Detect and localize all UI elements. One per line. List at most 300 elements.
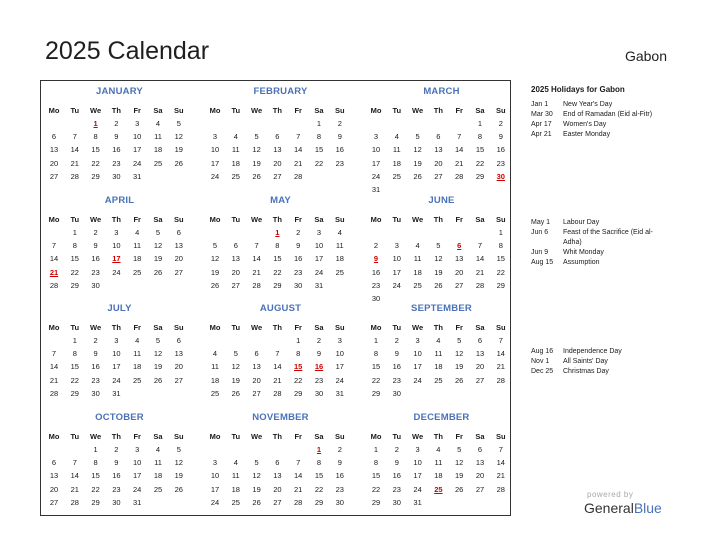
calendar-day: 2 xyxy=(337,119,342,128)
calendar-day: 28 xyxy=(70,497,79,507)
calendar-day: 23 xyxy=(112,158,121,168)
weekday-label: Th xyxy=(433,432,443,441)
calendar-day: 1 xyxy=(72,228,77,237)
calendar-day: 5 xyxy=(155,336,161,345)
calendar-day: 20 xyxy=(273,158,282,168)
calendar-day: 8 xyxy=(72,241,77,251)
holiday-row xyxy=(531,120,671,130)
holiday-name: All Saints' Day xyxy=(563,358,608,365)
calendar-day: 10 xyxy=(112,349,121,359)
calendar-day: 29 xyxy=(91,171,100,181)
weekday-label: Tu xyxy=(231,106,241,115)
month-name: SEPTEMBER xyxy=(411,303,472,314)
weekday-label: Mo xyxy=(209,215,221,224)
calendar-day: 9 xyxy=(93,349,98,359)
calendar-day: 27 xyxy=(231,280,240,290)
calendar-day: 3 xyxy=(114,228,119,237)
weekday-label: Fr xyxy=(133,432,141,441)
month-name: NOVEMBER xyxy=(252,412,309,423)
calendar-day: 23 xyxy=(91,375,100,385)
weekday-label: Fr xyxy=(294,106,302,115)
holiday-name: Christmas Day xyxy=(563,368,609,375)
holiday-date: Jun 9 xyxy=(531,249,549,256)
calendar-day: 26 xyxy=(413,171,422,181)
calendar-day: 21 xyxy=(294,484,303,494)
holiday-day: 6 xyxy=(457,241,462,251)
calendar-day: 29 xyxy=(475,171,485,181)
calendar-day: 23 xyxy=(335,484,344,494)
calendar-day: 17 xyxy=(210,158,220,168)
weekday-label: Tu xyxy=(231,432,241,441)
calendar-day: 8 xyxy=(373,349,379,359)
calendar-day: 4 xyxy=(135,228,140,237)
calendar-day: 20 xyxy=(475,362,485,372)
weekday-label: Sa xyxy=(475,215,485,224)
calendar-day: 16 xyxy=(392,362,401,372)
calendar-day: 3 xyxy=(394,241,399,251)
calendar-day: 14 xyxy=(49,362,59,372)
weekday-label: Mo xyxy=(48,323,60,332)
calendar-day: 9 xyxy=(114,458,119,468)
calendar-day: 31 xyxy=(335,388,344,398)
calendar-day: 2 xyxy=(93,228,98,237)
holiday-row xyxy=(531,228,671,248)
calendar-day: 14 xyxy=(455,145,464,155)
calendar-day: 26 xyxy=(455,375,464,385)
calendar-day: 30 xyxy=(314,388,324,398)
holiday-date: Apr 21 xyxy=(531,131,552,138)
calendar-day: 11 xyxy=(211,362,219,372)
calendar-day: 11 xyxy=(231,471,240,481)
calendar-day: 6 xyxy=(275,458,280,468)
powered-by-text: powered by xyxy=(587,490,634,499)
calendar-day: 4 xyxy=(233,458,238,468)
weekday-label: We xyxy=(251,323,263,332)
calendar-day: 15 xyxy=(273,254,282,264)
page-title: 2025 Calendar xyxy=(45,37,210,65)
calendar-day: 27 xyxy=(174,375,183,385)
calendar-day: 25 xyxy=(133,267,142,277)
weekday-label: We xyxy=(251,215,263,224)
calendar-day: 17 xyxy=(133,471,142,481)
month-name: JANUARY xyxy=(96,86,143,97)
calendar-day: 4 xyxy=(212,349,218,359)
calendar-day: 25 xyxy=(210,388,220,398)
calendar-day: 4 xyxy=(233,132,238,142)
calendar-day: 7 xyxy=(51,349,57,359)
calendar-day: 29 xyxy=(294,388,303,398)
calendar-day: 5 xyxy=(176,119,181,128)
weekday-label: Fr xyxy=(455,215,463,224)
calendar-day: 1 xyxy=(93,445,98,454)
calendar-day: 25 xyxy=(413,280,422,290)
calendar-day: 25 xyxy=(434,375,443,385)
calendar-day: 23 xyxy=(392,484,401,494)
weekday-label: We xyxy=(412,323,424,332)
calendar-day: 18 xyxy=(153,471,163,481)
calendar-day: 13 xyxy=(174,241,183,251)
calendar-day: 10 xyxy=(112,241,121,251)
weekday-label: Mo xyxy=(48,215,60,224)
calendar-day: 19 xyxy=(210,267,220,277)
calendar-day: 12 xyxy=(174,132,183,142)
calendar-day: 1 xyxy=(316,119,322,128)
calendar-day: 21 xyxy=(294,158,303,168)
calendar-day: 17 xyxy=(133,145,142,155)
calendar-day: 30 xyxy=(91,388,100,398)
calendar-day: 28 xyxy=(496,484,505,494)
weekday-label: We xyxy=(412,215,424,224)
weekday-label: Sa xyxy=(314,432,324,441)
calendar-day: 8 xyxy=(373,458,379,468)
weekday-label: Sa xyxy=(475,323,485,332)
calendar-day: 6 xyxy=(477,336,483,345)
weekday-label: Th xyxy=(272,323,282,332)
calendar-day: 30 xyxy=(392,497,401,507)
month-name: AUGUST xyxy=(259,303,302,314)
calendar-day: 10 xyxy=(314,241,324,251)
calendar-day: 23 xyxy=(335,158,344,168)
calendar-day: 10 xyxy=(133,458,142,468)
calendar-day: 8 xyxy=(477,132,483,142)
weekday-label: Th xyxy=(272,106,282,115)
calendar-day: 24 xyxy=(210,497,220,507)
calendar-day: 28 xyxy=(475,280,485,290)
calendar-day: 26 xyxy=(252,497,261,507)
holiday-row xyxy=(531,357,671,367)
calendar-day: 7 xyxy=(254,241,259,251)
holiday-name: Independence Day xyxy=(563,348,622,355)
calendar-day: 16 xyxy=(335,145,344,155)
calendar-day: 24 xyxy=(133,158,142,168)
holiday-date: May 1 xyxy=(531,219,551,226)
calendar-day: 26 xyxy=(231,388,240,398)
calendar-day: 21 xyxy=(273,375,282,385)
weekday-label: Fr xyxy=(294,323,302,332)
calendar-day: 7 xyxy=(72,132,77,142)
holiday-day: 21 xyxy=(49,267,59,277)
calendar-day: 20 xyxy=(475,471,485,481)
calendar-day: 16 xyxy=(91,362,100,372)
calendar-day: 31 xyxy=(371,185,381,194)
calendar-day: 11 xyxy=(133,241,142,251)
calendar-day: 7 xyxy=(498,445,503,454)
weekday-label: Fr xyxy=(294,215,302,224)
calendar-day: 16 xyxy=(496,145,505,155)
holiday-name: Whit Monday xyxy=(563,249,604,256)
calendar-day: 12 xyxy=(210,254,220,264)
weekday-label: We xyxy=(251,432,263,441)
calendar-day: 14 xyxy=(496,458,505,468)
calendar-frame xyxy=(40,80,511,516)
calendar-day: 7 xyxy=(457,132,462,142)
calendar-day: 26 xyxy=(174,158,183,168)
calendar-day: 3 xyxy=(212,458,218,468)
calendar-day: 10 xyxy=(335,349,344,359)
calendar-day: 1 xyxy=(373,336,379,345)
calendar-day: 30 xyxy=(112,171,121,181)
calendar-day: 3 xyxy=(415,336,420,345)
calendar-day: 13 xyxy=(455,254,464,264)
calendar-day: 2 xyxy=(93,336,98,345)
calendar-day: 22 xyxy=(475,158,485,168)
calendar-day: 20 xyxy=(252,375,261,385)
holiday-date: Nov 1 xyxy=(531,358,550,365)
calendar-day: 2 xyxy=(316,336,322,345)
calendar-day: 6 xyxy=(176,336,181,345)
holiday-row xyxy=(531,248,671,258)
calendar-day: 8 xyxy=(93,132,98,142)
weekday-label: Sa xyxy=(314,323,324,332)
calendar-day: 10 xyxy=(210,471,220,481)
calendar-day: 22 xyxy=(91,158,100,168)
calendar-day: 15 xyxy=(314,145,324,155)
calendar-day: 18 xyxy=(413,267,422,277)
calendar-day: 17 xyxy=(392,267,401,277)
calendar-day: 27 xyxy=(174,267,183,277)
calendar-day: 3 xyxy=(212,132,218,142)
calendar-day: 25 xyxy=(231,497,240,507)
weekday-label: Th xyxy=(111,323,121,332)
holiday-day: 25 xyxy=(434,484,443,494)
calendar-day: 31 xyxy=(133,171,142,181)
calendar-day: 4 xyxy=(135,336,140,345)
calendar-day: 25 xyxy=(153,484,163,494)
weekday-label: Mo xyxy=(48,432,60,441)
holiday-day: 1 xyxy=(316,445,322,454)
calendar-day: 17 xyxy=(335,362,344,372)
weekday-label: Sa xyxy=(314,215,324,224)
calendar-day: 4 xyxy=(394,132,399,142)
weekday-label: Fr xyxy=(133,106,141,115)
holiday-day: 15 xyxy=(294,362,303,372)
calendar-day: 24 xyxy=(112,267,121,277)
holiday-day: 17 xyxy=(112,254,121,264)
weekday-label: Tu xyxy=(70,215,80,224)
calendar-day: 11 xyxy=(154,458,162,468)
weekday-label: We xyxy=(90,432,102,441)
calendar-day: 12 xyxy=(434,254,443,264)
weekday-label: Su xyxy=(174,106,184,115)
calendar-day: 22 xyxy=(314,484,324,494)
weekday-label: Th xyxy=(433,106,443,115)
calendar-day: 13 xyxy=(273,145,282,155)
calendar-day: 26 xyxy=(210,280,220,290)
calendar-day: 11 xyxy=(154,132,162,142)
calendar-day: 24 xyxy=(210,171,220,181)
calendar-day: 13 xyxy=(231,254,240,264)
weekday-label: We xyxy=(90,106,102,115)
calendar-day: 10 xyxy=(413,349,422,359)
calendar-day: 11 xyxy=(231,145,240,155)
calendar-day: 27 xyxy=(273,497,282,507)
calendar-day: 21 xyxy=(455,158,464,168)
calendar-day: 18 xyxy=(210,375,220,385)
calendar-day: 26 xyxy=(455,484,464,494)
calendar-day: 12 xyxy=(413,145,422,155)
calendar-day: 27 xyxy=(49,497,59,507)
calendar-day: 7 xyxy=(275,349,280,359)
holiday-row xyxy=(531,100,671,110)
calendar-day: 9 xyxy=(337,458,342,468)
calendar-day: 26 xyxy=(174,484,183,494)
calendar-day: 16 xyxy=(392,471,401,481)
calendar-day: 18 xyxy=(153,145,163,155)
holiday-name: New Year's Day xyxy=(563,101,613,108)
calendar-day: 18 xyxy=(133,254,142,264)
weekday-label: Su xyxy=(496,323,506,332)
holiday-date: Dec 25 xyxy=(531,368,554,375)
weekday-label: Fr xyxy=(294,432,302,441)
weekday-label: Su xyxy=(335,323,345,332)
calendar-day: 28 xyxy=(70,171,79,181)
calendar-day: 16 xyxy=(112,471,121,481)
month-name: OCTOBER xyxy=(95,412,144,423)
calendar-day: 28 xyxy=(496,375,505,385)
calendar-day: 3 xyxy=(316,228,322,237)
calendar-day: 13 xyxy=(49,471,59,481)
calendar-day: 14 xyxy=(294,145,303,155)
calendar-day: 20 xyxy=(231,267,240,277)
weekday-label: Mo xyxy=(370,106,382,115)
calendar-day: 2 xyxy=(114,119,119,128)
calendar-day: 15 xyxy=(70,362,79,372)
calendar-day: 18 xyxy=(434,471,443,481)
weekday-label: Th xyxy=(111,215,121,224)
holiday-group xyxy=(531,100,671,140)
calendar-day: 4 xyxy=(155,119,161,128)
calendar-day: 24 xyxy=(392,280,401,290)
calendar-day: 16 xyxy=(91,254,100,264)
calendar-day: 27 xyxy=(252,388,261,398)
calendar-day: 25 xyxy=(392,171,401,181)
weekday-label: Su xyxy=(174,215,184,224)
calendar-day: 21 xyxy=(49,375,59,385)
calendar-day: 12 xyxy=(231,362,240,372)
holiday-row xyxy=(531,110,671,120)
calendar-day: 19 xyxy=(455,362,464,372)
calendar-day: 29 xyxy=(70,280,79,290)
calendar-day: 15 xyxy=(70,254,79,264)
weekday-label: Mo xyxy=(48,106,60,115)
calendar-day: 16 xyxy=(112,145,121,155)
calendar-day: 6 xyxy=(275,132,280,142)
calendar-day: 10 xyxy=(133,132,142,142)
holiday-day: 9 xyxy=(373,254,379,264)
calendar-day: 18 xyxy=(231,158,240,168)
month-name: APRIL xyxy=(104,195,135,206)
calendar-day: 6 xyxy=(51,132,57,142)
calendar-day: 7 xyxy=(498,336,503,345)
calendar-day: 2 xyxy=(394,445,399,454)
calendar-day: 3 xyxy=(114,336,119,345)
calendar-day: 15 xyxy=(91,471,100,481)
calendar-day: 12 xyxy=(252,471,261,481)
weekday-label: Mo xyxy=(209,106,221,115)
calendar-day: 7 xyxy=(72,458,77,468)
calendar-day: 29 xyxy=(314,497,324,507)
weekday-label: Mo xyxy=(370,432,382,441)
calendar-day: 28 xyxy=(455,171,464,181)
calendar-day: 17 xyxy=(413,362,422,372)
calendar-day: 8 xyxy=(498,241,503,251)
calendar-day: 18 xyxy=(133,362,142,372)
calendar-day: 19 xyxy=(455,471,464,481)
calendar-day: 19 xyxy=(434,267,443,277)
calendar-day: 22 xyxy=(91,484,100,494)
calendar-day: 15 xyxy=(371,362,381,372)
brand-logo xyxy=(584,500,662,516)
calendar-day: 2 xyxy=(373,241,379,251)
calendar-day: 19 xyxy=(174,471,183,481)
holiday-name: Assumption xyxy=(563,259,600,266)
calendar-day: 14 xyxy=(49,254,59,264)
holiday-row xyxy=(531,258,671,268)
calendar-day: 8 xyxy=(275,241,280,251)
calendar-day: 3 xyxy=(135,119,140,128)
calendar-day: 8 xyxy=(93,458,98,468)
calendar-day: 19 xyxy=(231,375,240,385)
calendar-day: 22 xyxy=(371,375,381,385)
holiday-group xyxy=(531,218,671,268)
calendar-day: 1 xyxy=(477,119,483,128)
calendar-day: 28 xyxy=(49,388,59,398)
calendar-day: 5 xyxy=(212,241,218,251)
calendar-day: 24 xyxy=(335,375,344,385)
weekday-label: Su xyxy=(496,106,506,115)
weekday-label: We xyxy=(90,215,102,224)
calendar-day: 15 xyxy=(496,254,505,264)
calendar-day: 9 xyxy=(394,349,399,359)
calendar-day: 22 xyxy=(314,158,324,168)
brand-general: General xyxy=(584,500,634,516)
calendar-day: 29 xyxy=(496,280,505,290)
calendar-day: 20 xyxy=(273,484,282,494)
calendar-day: 22 xyxy=(496,267,505,277)
calendar-day: 1 xyxy=(72,336,77,345)
calendar-day: 24 xyxy=(133,484,142,494)
weekday-label: Sa xyxy=(153,106,163,115)
holiday-name: Women's Day xyxy=(563,121,607,128)
calendar-day: 10 xyxy=(392,254,401,264)
calendar-day: 9 xyxy=(296,241,301,251)
calendar-day: 13 xyxy=(475,458,485,468)
calendar-day: 3 xyxy=(373,132,379,142)
calendar-day: 29 xyxy=(91,497,100,507)
calendar-day: 23 xyxy=(371,280,381,290)
weekday-label: Tu xyxy=(231,323,241,332)
country-name: Gabon xyxy=(624,48,667,64)
calendar-day: 17 xyxy=(314,254,324,264)
calendar-day: 27 xyxy=(475,375,485,385)
calendar-day: 27 xyxy=(455,280,464,290)
weekday-label: Su xyxy=(496,215,506,224)
brand-blue: Blue xyxy=(633,500,662,516)
calendar-day: 18 xyxy=(392,158,401,168)
weekday-label: We xyxy=(251,106,263,115)
calendar-day: 5 xyxy=(233,349,238,359)
weekday-label: Th xyxy=(111,432,121,441)
calendar-day: 12 xyxy=(455,349,464,359)
calendar-day: 31 xyxy=(413,497,422,507)
calendar-day: 13 xyxy=(174,349,183,359)
calendar-day: 4 xyxy=(337,228,342,237)
calendar-day: 14 xyxy=(252,254,261,264)
calendar-day: 22 xyxy=(273,267,282,277)
calendar-day: 6 xyxy=(176,228,181,237)
calendar-day: 8 xyxy=(316,132,322,142)
calendar-day: 6 xyxy=(51,458,57,468)
